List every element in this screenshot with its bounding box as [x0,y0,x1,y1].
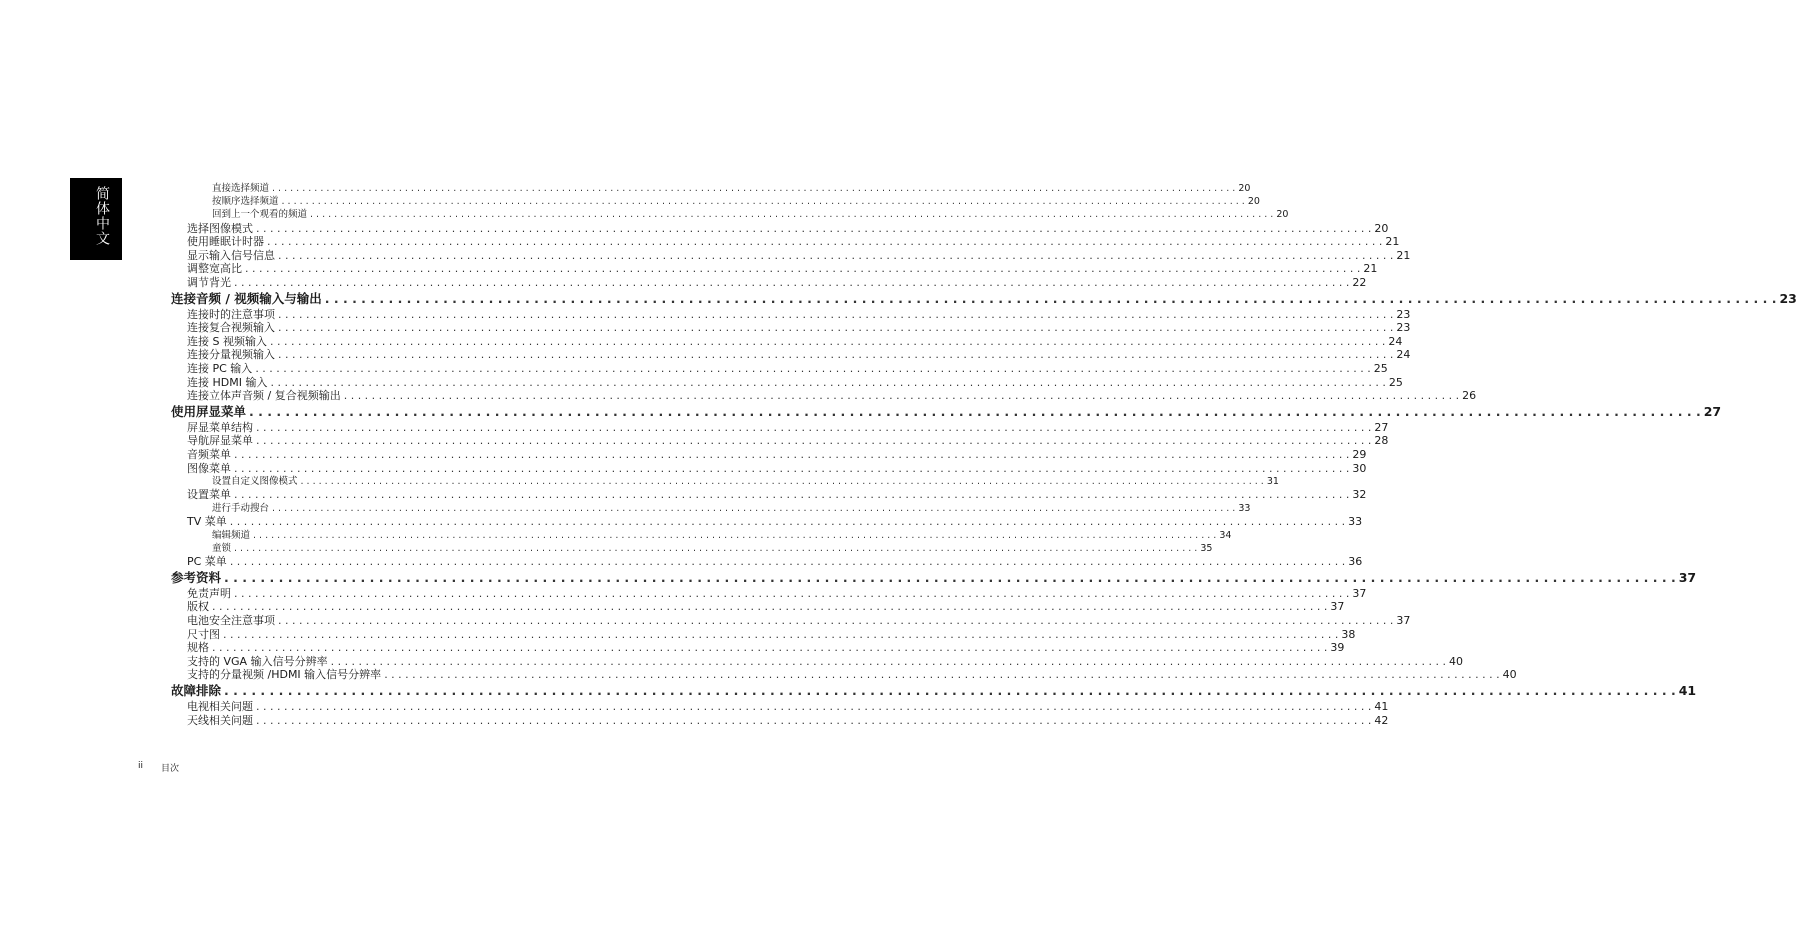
toc-dot-leader: . . . . . . . . . . . . . . . . . . . . . . . . . . . . . . . . . . . . . . . . . . . . . . . . . . . . . . . . . . . . . . . . . . . . . . . . . . . . . . . . . . . . . . . . . . . . . . . . . . . . . . . . . . . . . . . . . . . . . . . . . . . . . . . . . . . . . . . . . . . . . . . . . . . . . . . . . . . . . . . . [229,515,1346,529]
toc-entry-page: 41 [1374,700,1389,713]
toc-entry-title: 连接 S 视频输入 [187,334,267,348]
toc-dot-leader: . . . . . . . . . . . . . . . . . . . . . . . . . . . . . . . . . . . . . . . . . . . . . . . . . . . . . . . . . . . . . . . . . . . . . . . . . . . . . . . . . . . . . . . . . . . . . . . . . . . . . . . . . . . . . . . . . . . . . . . . . . . . . . . . . . . . . . . . . . . . . . . . . . . . . . . . . . . . . . . . [256,221,1372,235]
toc-entry-page: 31 [1266,476,1279,488]
toc-dot-leader: . . . . . . . . . . . . . . . . . . . . . . . . . . . . . . . . . . . . . . . . . . . . . . . . . . . . . . . . . . . . . . . . . . . . . . . . . . . . . . . . . . . . . . . . . . . . . . . . . . . . . . . . . . . . . . . . . . . . . . . . . . . . . . . . . . . . . . . . . . . . . . . . . . . . . . . . . . . . . . . . [256,700,1372,713]
toc-entry-title: TV 菜单 [187,515,227,529]
toc-entry-page: 38 [1341,627,1356,641]
toc-entry[interactable] [187,274,1367,290]
toc-dot-leader: . . . . . . . . . . . . . . . . . . . . . . . . . . . . . . . . . . . . . . . . . . . . . . . . . . . . . . . . . . . . . . . . . . . . . . . . . . . . . . . . . . . . . . . . . . . . . . . . . . . . . . . . . . . . . . . . . . . . . . . . . . . . . . . . . . . . . . . . . . . . . . . . . . . . . . . . . . . . . . . . [278,348,1394,362]
toc-entry[interactable] [171,289,1797,307]
toc-entry-title: 显示输入信号信息 [187,248,275,262]
toc-entry-page: 20 [1276,209,1289,221]
toc-entry-title: 设置菜单 [187,488,231,502]
toc-entry-title: 音频菜单 [187,448,231,461]
toc-dot-leader: . . . . . . . . . . . . . . . . . . . . . . . . . . . . . . . . . . . . . . . . . . . . . . . . . . . . . . . . . . . . . . . . . . . . . . . . . . . . . . . . . . . . . . . . . . . . . . . . . . . . . . . . . . . . . . . . . . . . . . . . . . . . . . . . . . . . . . . . . . . . . . . . . . . . . . . . . . . . . . . . [384,668,1500,682]
toc-entry[interactable] [212,193,1260,208]
toc-entry-title: 支持的分量视频 /HDMI 输入信号分辨率 [187,668,382,682]
toc-entry-title: 按顺序选择频道 [212,196,279,208]
toc-entry[interactable] [171,568,1697,586]
toc-dot-leader: . . . . . . . . . . . . . . . . . . . . . . . . . . . . . . . . . . . . . . . . . . . . . . . . . . . . . . . . . . . . . . . . . . . . . . . . . . . . . . . . . . . . . . . . . . . . . . . . . . . . . . . . . . . . . . . . . . . . . . . . . . . . . . . . . . . . . . . . . . . . . . . . . . . . . . . . . . . . . . . . [272,183,1236,194]
toc-entry-page: 40 [1449,654,1463,668]
toc-dot-leader: . . . . . . . . . . . . . . . . . . . . . . . . . . . . . . . . . . . . . . . . . . . . . . . . . . . . . . . . . . . . . . . . . . . . . . . . . . . . . . . . . . . . . . . . . . . . . . . . . . . . . . . . . . . . . . . . . . . . . . . . . . . . . . . . . . . . . . . . . . . . . . . . . . . . . . . . . . . . . . . . [278,248,1394,262]
toc-entry-page: 26 [1462,389,1477,403]
toc-entry-page: 23 [1779,290,1797,306]
toc-dot-leader: . . . . . . . . . . . . . . . . . . . . . . . . . . . . . . . . . . . . . . . . . . . . . . . . . . . . . . . . . . . . . . . . . . . . . . . . . . . . . . . . . . . . . . . . . . . . . . . . . . . . . . . . . . . . . . . . . . . . . . . . . . . . . . . . . . . . . . . . . . . . . . . . . . . . . . . . . . . . . . . . [234,276,1350,289]
footer-section-label: 目次 [161,764,180,774]
toc-dot-leader: . . . . . . . . . . . . . . . . . . . . . . . . . . . . . . . . . . . . . . . . . . . . . . . . . . . . . . . . . . . . . . . . . . . . . . . . . . . . . . . . . . . . . . . . . . . . . . . . . . . . . . . . . . . . . . . . . . . . . . . . . . . . . . . . . . . . . . . . . . . . . . . . . . . . . . . . . . . . . . . . [330,654,1446,668]
toc-entry-title: 调节背光 [187,276,231,289]
toc-entry-title: 电池安全注意事项 [187,614,275,627]
toc-dot-leader: . . . . . . . . . . . . . . . . . . . . . . . . . . . . . . . . . . . . . . . . . . . . . . . . . . . . . . . . . . . . . . . . . . . . . . . . . . . . . . . . . . . . . . . . . . . . . . . . . . . . . . . . . . . . . . . . . . . . . . . . . . . . . . . . . . . . . . . . . . . . . . . . . . . . . . . . . . . . . . . . [224,569,1676,585]
toc-entry-title: 支持的 VGA 输入信号分辨率 [187,654,328,668]
toc-entry-page: 24 [1396,348,1411,362]
language-tab-label: 简体中文 [94,186,110,246]
toc-entry-page: 21 [1385,235,1400,249]
toc-entry-page: 29 [1352,448,1367,461]
toc-entry-page: 33 [1238,503,1251,514]
toc-entry[interactable] [212,527,1232,541]
toc-dot-leader: . . . . . . . . . . . . . . . . . . . . . . . . . . . . . . . . . . . . . . . . . . . . . . . . . . . . . . . . . . . . . . . . . . . . . . . . . . . . . . . . . . . . . . . . . . . . . . . . . . . . . . . . . . . . . . . . . . . . . . . . . . . . . . . . . . . . . . . . . . . . . . . . . . . . . . . . . . . . . . . . [212,641,1328,655]
toc-dot-leader: . . . . . . . . . . . . . . . . . . . . . . . . . . . . . . . . . . . . . . . . . . . . . . . . . . . . . . . . . . . . . . . . . . . . . . . . . . . . . . . . . . . . . . . . . . . . . . . . . . . . . . . . . . . . . . . . . . . . . . . . . . . . . . . . . . . . . . . . . . . . . . . . . . . . . . . . . . . . . . . . [270,375,1386,389]
toc-entry[interactable] [187,712,1389,728]
toc-entry-page: 24 [1388,334,1403,348]
toc-dot-leader: . . . . . . . . . . . . . . . . . . . . . . . . . . . . . . . . . . . . . . . . . . . . . . . . . . . . . . . . . . . . . . . . . . . . . . . . . . . . . . . . . . . . . . . . . . . . . . . . . . . . . . . . . . . . . . . . . . . . . . . . . . . . . . . . . . . . . . . . . . . . . . . . . . . . . . . . . . . . . . . . [256,434,1372,448]
toc-entry[interactable] [187,666,1517,682]
toc-entry-page: 37 [1396,614,1411,627]
toc-dot-leader: . . . . . . . . . . . . . . . . . . . . . . . . . . . . . . . . . . . . . . . . . . . . . . . . . . . . . . . . . . . . . . . . . . . . . . . . . . . . . . . . . . . . . . . . . . . . . . . . . . . . . . . . . . . . . . . . . . . . . . . . . . . . . . . . . . . . . . . . . . . . . . . . . . . . . . . . . . . . . . . . [245,262,1361,276]
toc-entry-page: 23 [1396,307,1411,321]
toc-entry-title: 连接分量视频输入 [187,348,275,362]
toc-entry[interactable] [212,540,1213,554]
toc-dot-leader: . . . . . . . . . . . . . . . . . . . . . . . . . . . . . . . . . . . . . . . . . . . . . . . . . . . . . . . . . . . . . . . . . . . . . . . . . . . . . . . . . . . . . . . . . . . . . . . . . . . . . . . . . . . . . . . . . . . . . . . . . . . . . . . . . . . . . . . . . . . . . . . . . . . . . . . . . . . . . . . . [256,420,1372,434]
toc-entry-title: 规格 [187,641,209,655]
toc-dot-leader: . . . . . . . . . . . . . . . . . . . . . . . . . . . . . . . . . . . . . . . . . . . . . . . . . . . . . . . . . . . . . . . . . . . . . . . . . . . . . . . . . . . . . . . . . . . . . . . . . . . . . . . . . . . . . . . . . . . . . . . . . . . . . . . . . . . . . . . . . . . . . . . . . . . . . . . . . . . . . . . . [255,362,1371,375]
toc-dot-leader: . . . . . . . . . . . . . . . . . . . . . . . . . . . . . . . . . . . . . . . . . . . . . . . . . . . . . . . . . . . . . . . . . . . . . . . . . . . . . . . . . . . . . . . . . . . . . . . . . . . . . . . . . . . . . . . . . . . . . . . . . . . . . . . . . . . . . . . . . . . . . . . . . . . . . . . . . . . . . . . . [249,403,1701,419]
toc-entry-page: 23 [1396,321,1411,335]
toc-entry-title: 连接时的注意事项 [187,307,275,321]
toc-entry-title: 电视相关问题 [187,700,253,713]
toc-entry-page: 35 [1200,543,1213,554]
toc-dot-leader: . . . . . . . . . . . . . . . . . . . . . . . . . . . . . . . . . . . . . . . . . . . . . . . . . . . . . . . . . . . . . . . . . . . . . . . . . . . . . . . . . . . . . . . . . . . . . . . . . . . . . . . . . . . . . . . . . . . . . . . . . . . . . . . . . . . . . . . . . . . . . . . . . . . . . . . . . . . . . . . . [256,713,1372,727]
toc-entry-page: 33 [1348,515,1363,529]
toc-entry-title: 童锁 [212,543,232,554]
toc-entry-title: 版权 [187,600,209,614]
toc-entry-page: 34 [1219,529,1232,541]
toc-entry-page: 20 [1374,221,1389,235]
toc-dot-leader: . . . . . . . . . . . . . . . . . . . . . . . . . . . . . . . . . . . . . . . . . . . . . . . . . . . . . . . . . . . . . . . . . . . . . . . . . . . . . . . . . . . . . . . . . . . . . . . . . . . . . . . . . . . . . . . . . . . . . . . . . . . . . . . . . . . . . . . . . . . . . . . . . . . . . . . . . . . . . . . . [300,476,1264,488]
toc-entry-page: 39 [1330,641,1345,655]
toc-entry-title: 连接复合视频输入 [187,321,275,335]
toc-entry-page: 27 [1374,420,1389,434]
toc-entry[interactable] [187,553,1363,569]
toc-dot-leader: . . . . . . . . . . . . . . . . . . . . . . . . . . . . . . . . . . . . . . . . . . . . . . . . . . . . . . . . . . . . . . . . . . . . . . . . . . . . . . . . . . . . . . . . . . . . . . . . . . . . . . . . . . . . . . . . . . . . . . . . . . . . . . . . . . . . . . . . . . . . . . . . . . . . . . . . . . . . . . . . [272,503,1236,514]
toc-entry-page: 28 [1374,434,1389,448]
toc-dot-leader: . . . . . . . . . . . . . . . . . . . . . . . . . . . . . . . . . . . . . . . . . . . . . . . . . . . . . . . . . . . . . . . . . . . . . . . . . . . . . . . . . . . . . . . . . . . . . . . . . . . . . . . . . . . . . . . . . . . . . . . . . . . . . . . . . . . . . . . . . . . . . . . . . . . . . . . . . . . . . . . . [253,529,1217,541]
toc-entry-title: 直接选择频道 [212,183,270,194]
toc-entry[interactable] [212,206,1289,221]
toc-entry[interactable] [171,681,1697,699]
toc-entry[interactable] [212,180,1251,194]
toc-entry-title: 进行手动搜台 [212,503,270,514]
toc-entry[interactable] [212,473,1279,488]
toc-entry-page: 30 [1352,461,1367,475]
toc-entry-page: 32 [1352,488,1367,502]
toc-entry-title: 连接 PC 输入 [187,362,253,375]
toc-entry-page: 21 [1363,262,1378,276]
toc-entry-title: 回到上一个观看的频道 [212,209,308,221]
toc-entry-title: 连接立体声音频 / 复合视频输出 [187,389,341,403]
toc-entry-title: 图像菜单 [187,461,231,475]
toc-entry-page: 25 [1388,375,1403,389]
toc-dot-leader: . . . . . . . . . . . . . . . . . . . . . . . . . . . . . . . . . . . . . . . . . . . . . . . . . . . . . . . . . . . . . . . . . . . . . . . . . . . . . . . . . . . . . . . . . . . . . . . . . . . . . . . . . . . . . . . . . . . . . . . . . . . . . . . . . . . . . . . . . . . . . . . . . . . . . . . . . . . . . . . . [234,586,1350,600]
toc-entry-title: 选择图像模式 [187,221,253,235]
footer-page-number: ii [138,761,144,771]
toc-entry-title: 使用屏显菜单 [171,403,247,419]
toc-entry[interactable] [171,402,1722,420]
toc-dot-leader: . . . . . . . . . . . . . . . . . . . . . . . . . . . . . . . . . . . . . . . . . . . . . . . . . . . . . . . . . . . . . . . . . . . . . . . . . . . . . . . . . . . . . . . . . . . . . . . . . . . . . . . . . . . . . . . . . . . . . . . . . . . . . . . . . . . . . . . . . . . . . . . . . . . . . . . . . . . . . . . . [234,448,1350,461]
toc-entry-page: 20 [1238,183,1251,194]
toc-dot-leader: . . . . . . . . . . . . . . . . . . . . . . . . . . . . . . . . . . . . . . . . . . . . . . . . . . . . . . . . . . . . . . . . . . . . . . . . . . . . . . . . . . . . . . . . . . . . . . . . . . . . . . . . . . . . . . . . . . . . . . . . . . . . . . . . . . . . . . . . . . . . . . . . . . . . . . . . . . . . . . . . [224,683,1676,698]
toc-entry-page: 25 [1373,362,1388,375]
toc-dot-leader: . . . . . . . . . . . . . . . . . . . . . . . . . . . . . . . . . . . . . . . . . . . . . . . . . . . . . . . . . . . . . . . . . . . . . . . . . . . . . . . . . . . . . . . . . . . . . . . . . . . . . . . . . . . . . . . . . . . . . . . . . . . . . . . . . . . . . . . . . . . . . . . . . . . . . . . . . . . . . . . . [269,334,1386,348]
toc-entry-title: 导航屏显菜单 [187,434,253,448]
toc-entry-page: 42 [1374,713,1389,727]
toc-entry-title: 连接音频 / 视频输入与输出 [171,290,322,306]
toc-dot-leader: . . . . . . . . . . . . . . . . . . . . . . . . . . . . . . . . . . . . . . . . . . . . . . . . . . . . . . . . . . . . . . . . . . . . . . . . . . . . . . . . . . . . . . . . . . . . . . . . . . . . . . . . . . . . . . . . . . . . . . . . . . . . . . . . . . . . . . . . . . . . . . . . . . . . . . . . . . . . . . . . [234,488,1350,502]
toc-entry-title: 参考资料 [171,569,222,585]
toc-entry-title: 故障排除 [171,683,222,698]
toc-entry-page: 27 [1703,403,1722,419]
toc-entry[interactable] [212,500,1251,514]
toc-entry-page: 37 [1330,600,1345,614]
toc-entry-title: 连接 HDMI 输入 [187,375,268,389]
toc-entry-title: 尺寸图 [187,627,220,641]
toc-entry-title: 免责声明 [187,586,231,600]
toc-entry-title: 天线相关问题 [187,713,253,727]
toc-entry-title: PC 菜单 [187,555,227,569]
toc-entry-page: 37 [1352,586,1367,600]
toc-dot-leader: . . . . . . . . . . . . . . . . . . . . . . . . . . . . . . . . . . . . . . . . . . . . . . . . . . . . . . . . . . . . . . . . . . . . . . . . . . . . . . . . . . . . . . . . . . . . . . . . . . . . . . . . . . . . . . . . . . . . . . . . . . . . . . . . . . . . . . . . . . . . . . . . . . . . . . . . . . . . . . . . [281,196,1245,208]
toc-entry-title: 设置自定义图像模式 [212,476,298,488]
toc-entry[interactable] [187,387,1477,403]
toc-dot-leader: . . . . . . . . . . . . . . . . . . . . . . . . . . . . . . . . . . . . . . . . . . . . . . . . . . . . . . . . . . . . . . . . . . . . . . . . . . . . . . . . . . . . . . . . . . . . . . . . . . . . . . . . . . . . . . . . . . . . . . . . . . . . . . . . . . . . . . . . . . . . . . . . . . . . . . . . . . . . . . . . [310,209,1274,221]
toc-entry-page: 41 [1678,683,1697,698]
toc-dot-leader: . . . . . . . . . . . . . . . . . . . . . . . . . . . . . . . . . . . . . . . . . . . . . . . . . . . . . . . . . . . . . . . . . . . . . . . . . . . . . . . . . . . . . . . . . . . . . . . . . . . . . . . . . . . . . . . . . . . . . . . . . . . . . . . . . . . . . . . . . . . . . . . . . . . . . . . . . . . . . . . . [324,290,1777,306]
toc-entry-page: 21 [1396,248,1411,262]
toc-dot-leader: . . . . . . . . . . . . . . . . . . . . . . . . . . . . . . . . . . . . . . . . . . . . . . . . . . . . . . . . . . . . . . . . . . . . . . . . . . . . . . . . . . . . . . . . . . . . . . . . . . . . . . . . . . . . . . . . . . . . . . . . . . . . . . . . . . . . . . . . . . . . . . . . . . . . . . . . . . . . . . . . [234,461,1350,475]
toc-entry-page: 20 [1247,196,1260,208]
toc-dot-leader: . . . . . . . . . . . . . . . . . . . . . . . . . . . . . . . . . . . . . . . . . . . . . . . . . . . . . . . . . . . . . . . . . . . . . . . . . . . . . . . . . . . . . . . . . . . . . . . . . . . . . . . . . . . . . . . . . . . . . . . . . . . . . . . . . . . . . . . . . . . . . . . . . . . . . . . . . . . . . . . . [223,627,1339,641]
toc-entry-page: 40 [1502,668,1517,682]
toc-dot-leader: . . . . . . . . . . . . . . . . . . . . . . . . . . . . . . . . . . . . . . . . . . . . . . . . . . . . . . . . . . . . . . . . . . . . . . . . . . . . . . . . . . . . . . . . . . . . . . . . . . . . . . . . . . . . . . . . . . . . . . . . . . . . . . . . . . . . . . . . . . . . . . . . . . . . . . . . . . . . . . . . [212,600,1328,614]
toc-dot-leader: . . . . . . . . . . . . . . . . . . . . . . . . . . . . . . . . . . . . . . . . . . . . . . . . . . . . . . . . . . . . . . . . . . . . . . . . . . . . . . . . . . . . . . . . . . . . . . . . . . . . . . . . . . . . . . . . . . . . . . . . . . . . . . . . . . . . . . . . . . . . . . . . . . . . . . . . . . . . . . . . [278,614,1394,627]
toc-dot-leader: . . . . . . . . . . . . . . . . . . . . . . . . . . . . . . . . . . . . . . . . . . . . . . . . . . . . . . . . . . . . . . . . . . . . . . . . . . . . . . . . . . . . . . . . . . . . . . . . . . . . . . . . . . . . . . . . . . . . . . . . . . . . . . . . . . . . . . . . . . . . . . . . . . . . . . . . . . . . . . . . [229,555,1346,569]
toc-entry-title: 使用睡眠计时器 [187,235,264,249]
toc-dot-leader: . . . . . . . . . . . . . . . . . . . . . . . . . . . . . . . . . . . . . . . . . . . . . . . . . . . . . . . . . . . . . . . . . . . . . . . . . . . . . . . . . . . . . . . . . . . . . . . . . . . . . . . . . . . . . . . . . . . . . . . . . . . . . . . . . . . . . . . . . . . . . . . . . . . . . . . . . . . . . . . . [234,543,1198,554]
toc-entry-page: 22 [1352,276,1367,289]
toc-entry-page: 37 [1678,569,1697,585]
toc-entry-title: 编辑频道 [212,529,251,541]
toc-dot-leader: . . . . . . . . . . . . . . . . . . . . . . . . . . . . . . . . . . . . . . . . . . . . . . . . . . . . . . . . . . . . . . . . . . . . . . . . . . . . . . . . . . . . . . . . . . . . . . . . . . . . . . . . . . . . . . . . . . . . . . . . . . . . . . . . . . . . . . . . . . . . . . . . . . . . . . . . . . . . . . . . [278,307,1394,321]
toc-dot-leader: . . . . . . . . . . . . . . . . . . . . . . . . . . . . . . . . . . . . . . . . . . . . . . . . . . . . . . . . . . . . . . . . . . . . . . . . . . . . . . . . . . . . . . . . . . . . . . . . . . . . . . . . . . . . . . . . . . . . . . . . . . . . . . . . . . . . . . . . . . . . . . . . . . . . . . . . . . . . . . . . [278,321,1394,335]
toc-dot-leader: . . . . . . . . . . . . . . . . . . . . . . . . . . . . . . . . . . . . . . . . . . . . . . . . . . . . . . . . . . . . . . . . . . . . . . . . . . . . . . . . . . . . . . . . . . . . . . . . . . . . . . . . . . . . . . . . . . . . . . . . . . . . . . . . . . . . . . . . . . . . . . . . . . . . . . . . . . . . . . . . [267,235,1383,249]
toc-entry-title: 调整宽高比 [187,262,242,276]
toc-entry-page: 36 [1348,555,1363,569]
toc-entry-title: 屏显菜单结构 [187,420,253,434]
toc-dot-leader: . . . . . . . . . . . . . . . . . . . . . . . . . . . . . . . . . . . . . . . . . . . . . . . . . . . . . . . . . . . . . . . . . . . . . . . . . . . . . . . . . . . . . . . . . . . . . . . . . . . . . . . . . . . . . . . . . . . . . . . . . . . . . . . . . . . . . . . . . . . . . . . . . . . . . . . . . . . . . . . . [343,389,1460,403]
language-side-tab [70,178,122,260]
